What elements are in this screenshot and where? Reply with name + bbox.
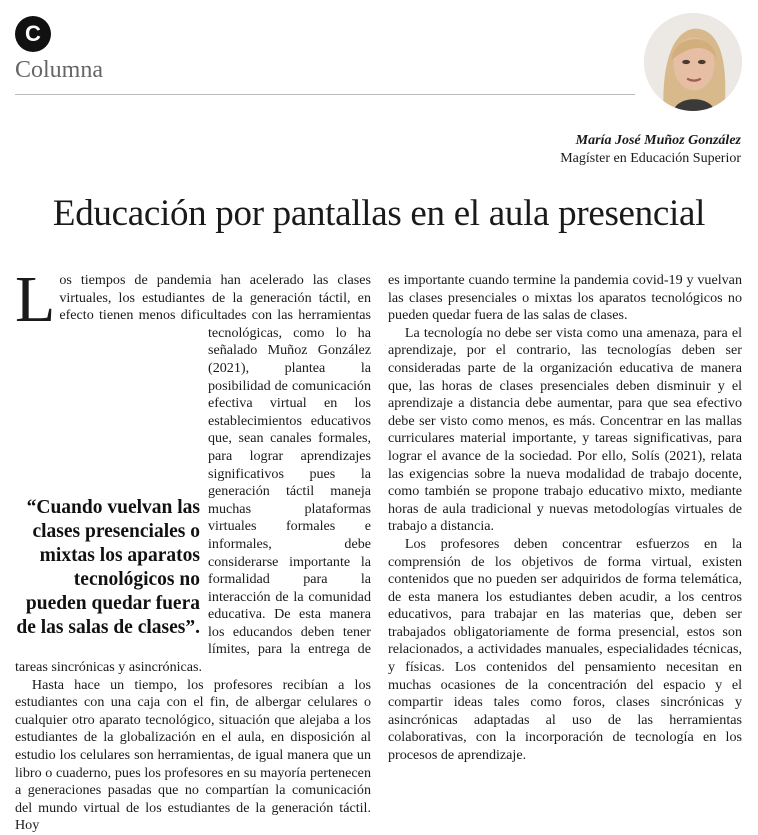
article-column-right (388, 272, 742, 765)
drop-cap: L (15, 263, 56, 336)
author-name: María José Muñoz González (575, 133, 741, 148)
pull-quote: “Cuando vuelvan las clases presenciales o mixtas los aparatos tecnológicos no pueden quedar fuera de las salas de clases”. (16, 497, 200, 638)
paragraph: es importante cuando termine la pandemia covid-19 y vuelvan las clases presenciales o mixtas los aparatos tecnológicos no pueden quedar fuera de las salas de clases. (388, 272, 742, 324)
paragraph: Los profesores deben concentrar esfuerzos en la comprensión de los objetivos de forma virtual, existen contenidos que no pueden ser adquiridos de forma telemática, de esta manera los estudiantes deben acudir, a los centros educativos, para trabajar en las materias que, deben ser trabajados obligatoriamente de forma presencial, estos son relacionados, a actividades manuales, especialidades técnicas, y físicas. Los contenidos del pensamiento necesitan en muchas ocasiones de la concentración del espacio y el compartir ideas tales como foros, clases sincrónicas y asincrónicas adaptadas al uso de las herramientas colaborativas, con la incorporación de tecnología en los procesos de aprendizaje. (388, 535, 742, 764)
header-divider (15, 94, 635, 95)
paragraph: La tecnología no debe ser vista como una amenaza, para el aprendizaje, por el contrario, las tecnologías deben ser consideradas parte de la organización educativa de manera que, las horas de clases presenciales deben disminuir y el aprendizaje a distancia debe aumentar, para que sea efectivo debe ser visto como menos, es más. Concentrar en las mallas curriculares material importante, y tareas significativas, para lograr el avance de la sociedad. Por ello, Solís (2021), relata las exigencias sobre la nueva modalidad de trabajo docente, como también se propone trabajo educativo mixto, mediante horas de aula tradicional y nuevas metodologías virtuales de trabajo a distancia. (388, 324, 742, 535)
paragraph: os tiempos de pandemia han acelerado las clases virtuales, los estudiantes de la generación táctil, en efecto tienen menos dificultades con las herramientas tecnológicas, como lo ha señalado Muñoz González (2021), plantea la posibilidad de comunicación efectiva virtual en los establecimientos educativos que, sean canales formales, para lograr aprendizajes significativos pues la generación táctil maneja muchas plataformas virtuales formales e informales, debe considerarse importante la formalidad para la interacción de la comunidad educativa. De esta manera los educandos deben tener límites, para la entrega de tareas sincrónicas y asincrónicas. (15, 272, 371, 676)
author-portrait-icon (644, 13, 742, 111)
section-label: Columna (15, 57, 103, 83)
paragraph (15, 677, 371, 835)
article-headline: Educación por pantallas en el aula presencial (52, 193, 706, 234)
article-column-left (15, 263, 371, 835)
author-title: Magíster en Educación Superior (560, 151, 741, 166)
column-badge: C (15, 16, 51, 52)
author-photo (644, 13, 742, 111)
paragraph-text: Hasta hace un tiempo, los profesores recibían a los estudiantes con una caja con el fin, de albergar celulares o cualquier otro aparato tecnológico, situación que alejaba a los estudiantes de la globalización en el aula, en disposición al estudio los celulares son herramientas, de igual manera que un libro o cuaderno, pues los profesores en su mayoría pertenecen a generaciones pasadas que no compartían la comunicación del mundo virtual de los estudiantes de la generación táctil. Hoy (15, 676, 371, 834)
